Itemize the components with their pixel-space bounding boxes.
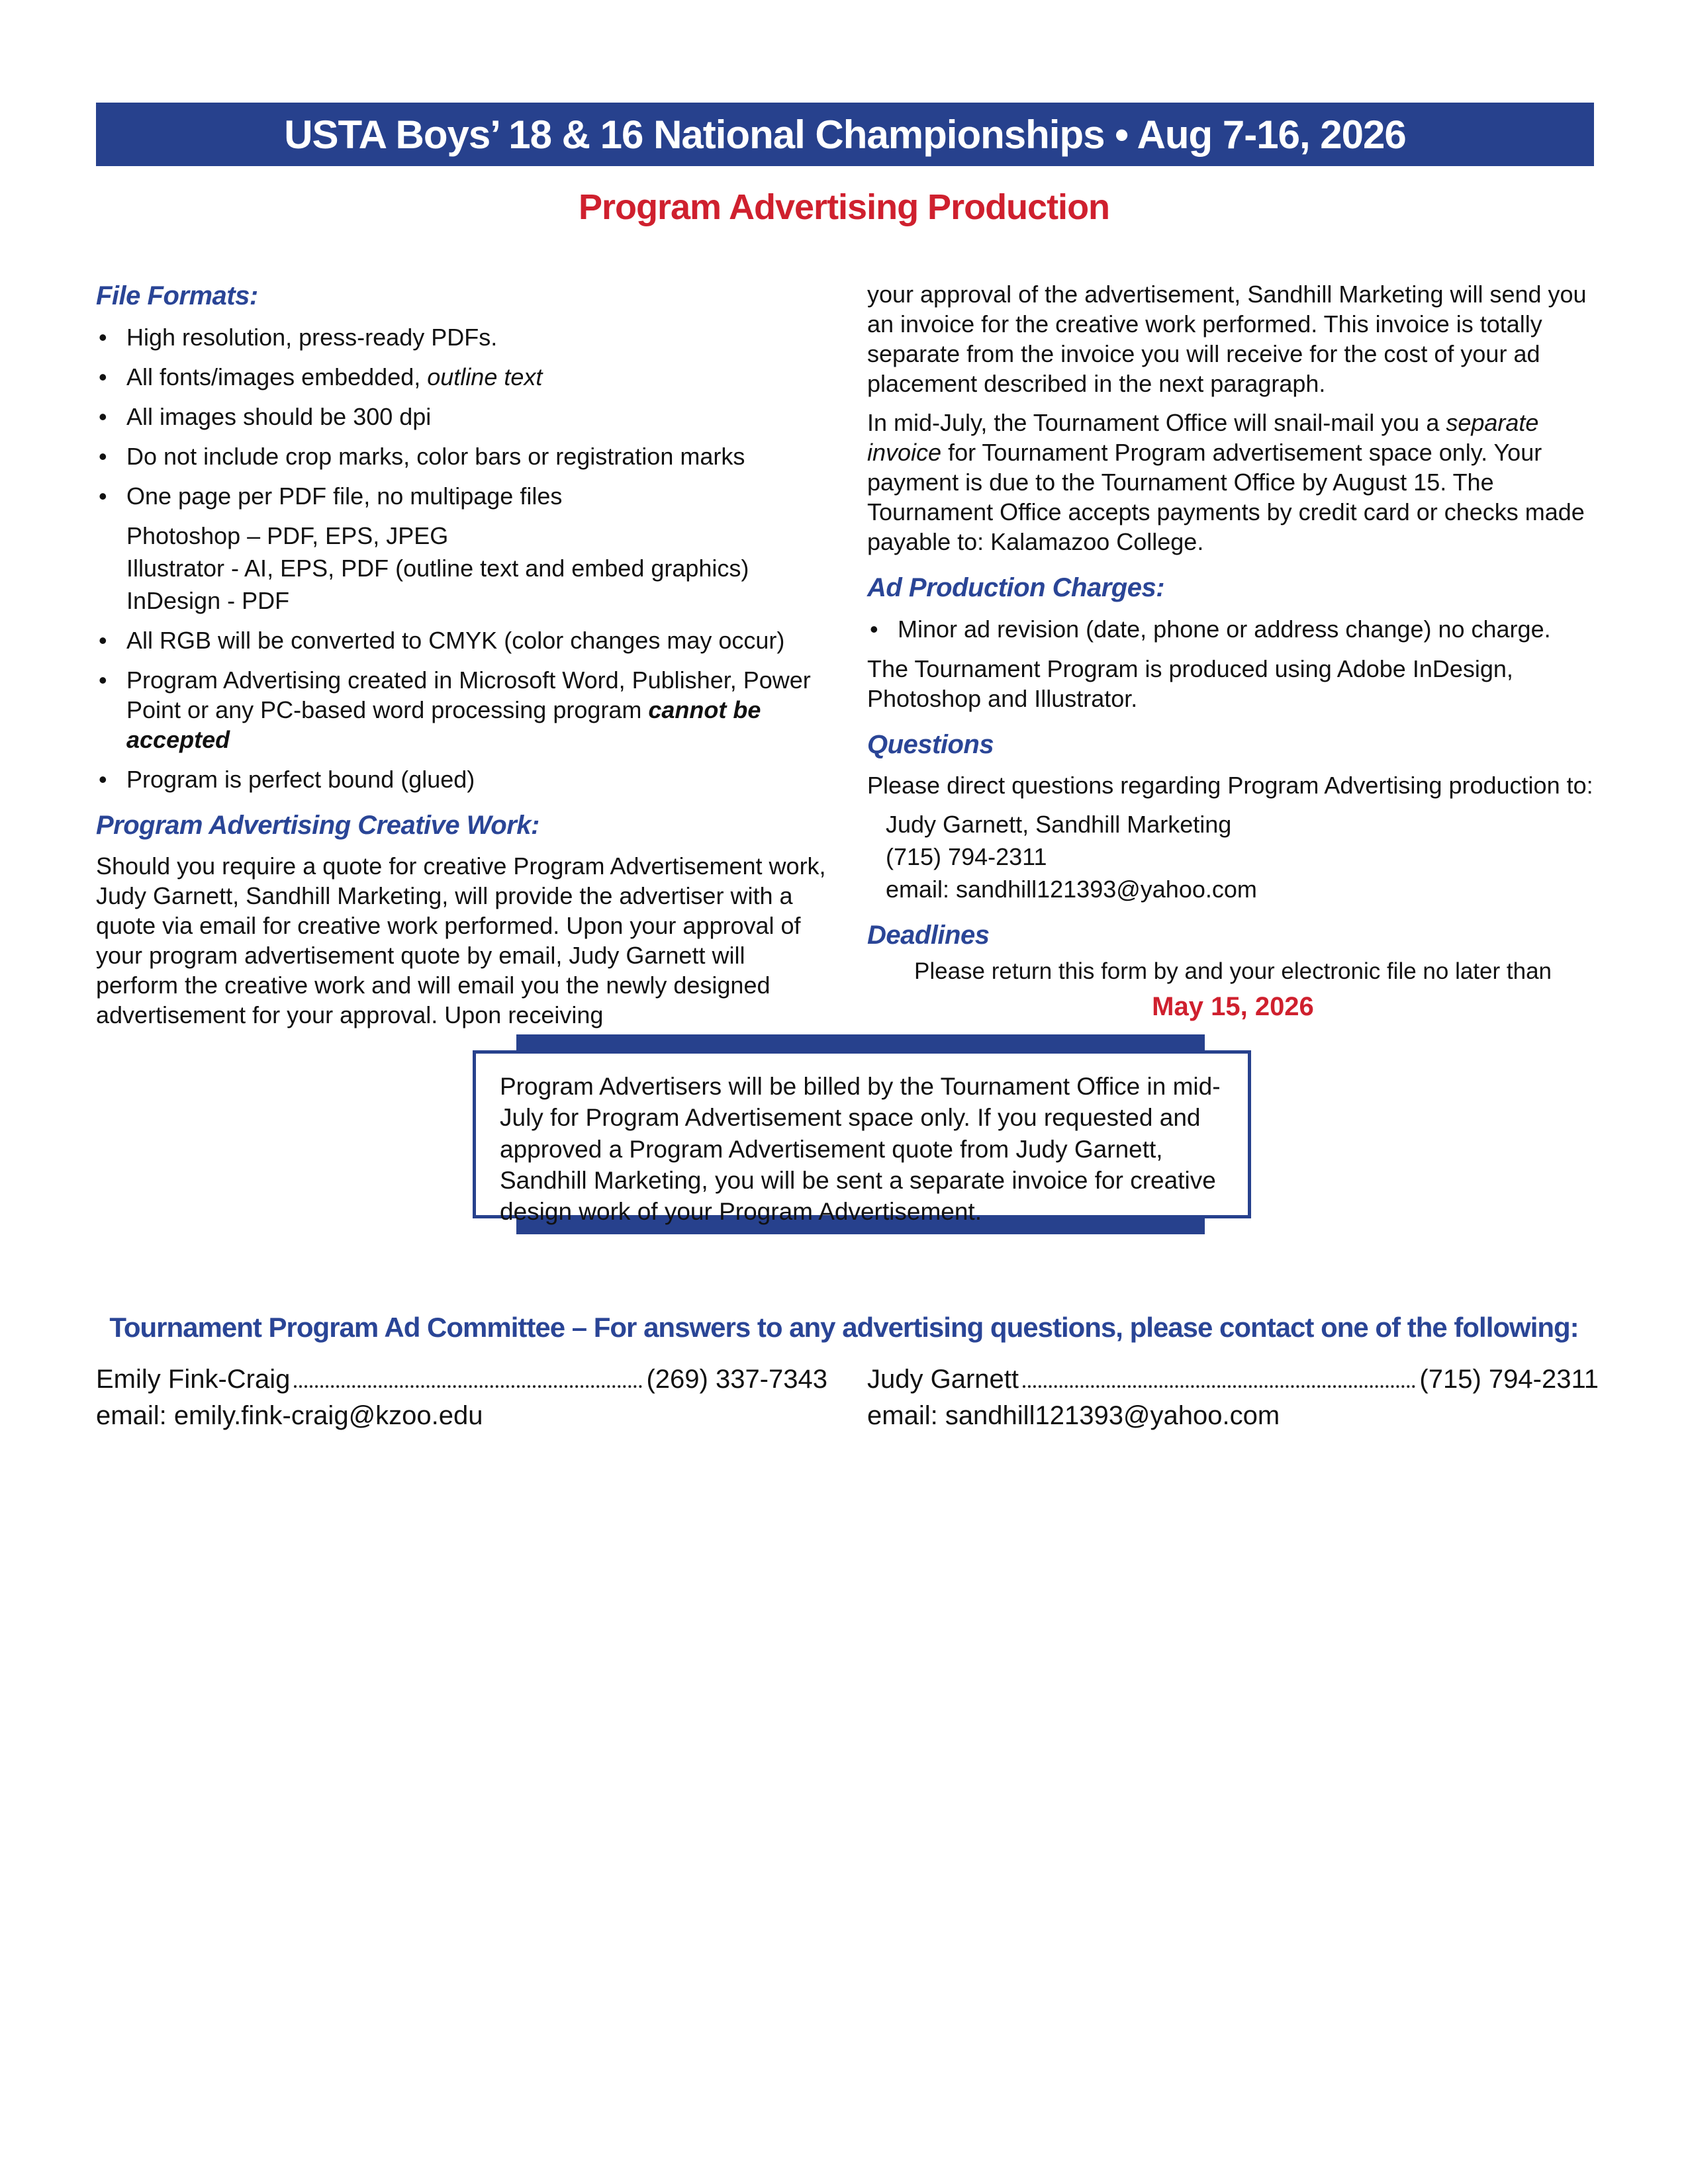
contact-judy-garnett (867, 1365, 1599, 1431)
produced-with-paragraph: The Tournament Program is produced using Adobe InDesign, Photoshop and Illustrator. (867, 655, 1513, 712)
contact-email: email: sandhill121393@yahoo.com (867, 1401, 1280, 1430)
midjuly-post: for Tournament Program advertisement space only. Your payment is due to the Tournament Office by August 15. The Tournament Office accepts payments by credit card or checks made payable to: Kalamazoo College. (867, 439, 1585, 555)
committee-contacts (96, 1365, 1599, 1431)
application-format-list (96, 521, 827, 615)
midjuly-italic: separate invoice (867, 409, 1539, 466)
dotted-leader (1023, 1385, 1415, 1388)
indesign-formats: InDesign - PDF (126, 587, 290, 614)
left-column (96, 279, 827, 1039)
questions-intro: Please direct questions regarding Program Advertising production to: (867, 772, 1593, 799)
ad-production-heading: Ad Production Charges: (867, 573, 1165, 602)
contact-name: Emily Fink-Craig (96, 1365, 291, 1394)
questions-contact-email: email: sandhill121393@yahoo.com (886, 876, 1257, 903)
contact-row (867, 1365, 1599, 1394)
questions-heading: Questions (867, 730, 994, 759)
file-formats-heading: File Formats: (96, 281, 258, 310)
file-formats-bullet-6: • All RGB will be converted to CMYK (color changes may occur) (96, 625, 827, 655)
deadline-instruction: Please return this form by and your electronic file no later than (914, 958, 1552, 984)
contact-name: Judy Garnett (867, 1365, 1019, 1394)
bullet-2-text: All fonts/images embedded, (126, 363, 428, 390)
ad-production-bullet: • Minor ad revision (date, phone or address change) no charge. (867, 614, 1599, 644)
photoshop-formats: Photoshop – PDF, EPS, JPEG (126, 522, 449, 549)
midjuly-pre: In mid-July, the Tournament Office will snail-mail you a (867, 409, 1446, 436)
bullet-dot-icon: • (99, 482, 107, 510)
file-formats-bullet-3: • All images should be 300 dpi (96, 402, 827, 432)
contact-phone: (715) 794-2311 (1419, 1365, 1599, 1394)
creative-work-heading: Program Advertising Creative Work: (96, 811, 539, 840)
deadlines-heading: Deadlines (867, 921, 990, 950)
committee-heading: Tournament Program Ad Committee – For answers to any advertising questions, please contact one of the following: (109, 1312, 1579, 1343)
file-formats-bullet-2 (96, 362, 827, 392)
file-formats-bullet-1: • High resolution, press-ready PDFs. (96, 322, 827, 352)
dotted-leader (294, 1385, 642, 1388)
contact-phone: (269) 337-7343 (646, 1365, 827, 1394)
bullet-dot-icon: • (99, 363, 107, 390)
billing-callout-text: Program Advertisers will be billed by the Tournament Office in mid-July for Program Advertisement space only. If you requested and approved a Program Advertisement quote from Judy Garnett, Sandhill Marketing, you will be sent a separate invoice for creative design work of your Program Advertisement. (500, 1073, 1221, 1226)
illustrator-formats: Illustrator - AI, EPS, PDF (outline text and embed graphics) (126, 555, 749, 582)
bullet-dot-icon: • (870, 615, 878, 643)
bullet-dot-icon: • (99, 766, 107, 793)
invoice-paragraph: your approval of the advertisement, Sandhill Marketing will send you an invoice for the creative work performed. This invoice is totally separate from the invoice you will receive for the cost of your ad placement described in the next paragraph. (867, 281, 1587, 397)
bullet-7-emphasis: cannot be accepted (126, 696, 761, 753)
questions-contact-phone: (715) 794-2311 (886, 843, 1047, 870)
bullet-dot-icon: • (99, 627, 107, 654)
right-column (867, 279, 1599, 1039)
contact-emily-fink-craig (96, 1365, 827, 1431)
file-formats-bullet-4: • Do not include crop marks, color bars or registration marks (96, 441, 827, 471)
deadline-date: May 15, 2026 (1152, 991, 1314, 1021)
creative-work-paragraph: Should you require a quote for creative Program Advertisement work, Judy Garnett, Sandhill Marketing, will provide the advertiser with a quote via email for creative work performed. Upon your approval of your program advertisement quote by email, Judy Garnett will perform the creative work and will email you the newly designed advertisement for your approval. Upon receiving (96, 852, 826, 1028)
file-formats-bullet-5: • One page per PDF file, no multipage files (96, 481, 827, 511)
bullet-2-italic: outline text (427, 363, 543, 390)
bullet-dot-icon: • (99, 666, 107, 694)
midjuly-paragraph (867, 408, 1599, 557)
bullet-7-text: Program Advertising created in Microsoft Word, Publisher, Power Point or any PC-based word processing program (126, 666, 811, 723)
event-banner-title: USTA Boys’ 18 & 16 National Championships • Aug 7-16, 2026 (284, 112, 1406, 157)
event-banner (96, 103, 1594, 166)
contact-row (96, 1365, 827, 1394)
file-formats-bullet-8: • Program is perfect bound (glued) (96, 764, 827, 794)
bullet-dot-icon: • (99, 324, 107, 351)
file-formats-bullet-7 (96, 665, 827, 754)
billing-callout-box (473, 1050, 1251, 1226)
bullet-dot-icon: • (99, 443, 107, 470)
contact-email: email: emily.fink-craig@kzoo.edu (96, 1401, 483, 1430)
two-column-body (96, 279, 1599, 1039)
page-title: Program Advertising Production (578, 187, 1110, 227)
bullet-dot-icon: • (99, 403, 107, 430)
questions-contact-name: Judy Garnett, Sandhill Marketing (886, 811, 1232, 838)
